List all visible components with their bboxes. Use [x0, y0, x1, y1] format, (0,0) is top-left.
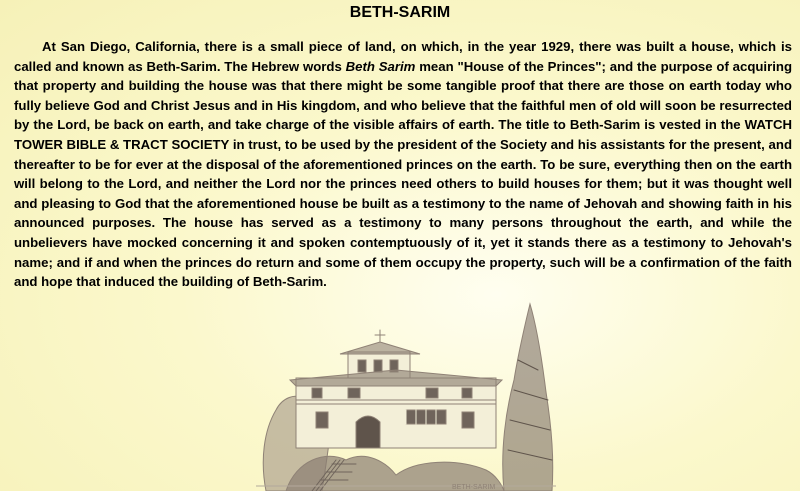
- page-title: BETH-SARIM: [349, 4, 451, 21]
- body-paragraph: [14, 37, 792, 292]
- paragraph-text-end: mean "House of the Princes"; and the purpose of acquiring that property and building the house was that there might be some tangible proof that there are those on earth today who fully believe God and Christ Jesus and in His kingdom, and who believe that the faithful men of old will soon be resurrected by the Lord, be back on earth, and take charge of the visible affairs of earth. The title to Beth-Sarim is vested in the WATCH TOWER BIBLE & TRACT SOCIETY in trust, to be used by the president of the Society and his assistants for the present, and thereafter to be for ever at the disposal of the aforementioned princes on the earth. To be sure, everything then on the earth will belong to the Lord, and neither the Lord nor the princes need others to build houses for them; but it was thought well and pleasing to God that the aforementioned house be built as a testimony to the name of Jehovah and showing faith in his announced purposes. The house has served as a testimony to many persons throughout the earth, and while the unbelievers have mocked concerning it and spoken contemptuously of it, yet it stands there as a testimony to Jehovah's name; and if and when the princes do return and some of them occupy the property, such will be a confirmation of the faith and hope that induced the building of Beth-Sarim.: [14, 58, 793, 290]
- paragraph-text-start: At San Diego, California, there is a small piece of land, on which, in the year 1929, there was built a house, which is called and known as Beth-Sarim. The Hebrew words: [14, 39, 792, 74]
- house-sketch-illustration: [256, 300, 556, 491]
- sketch-signature: BETH-SARIM: [452, 484, 496, 491]
- right-tree-shape: [503, 304, 553, 491]
- paragraph-italic-term: Beth Sarim: [345, 58, 416, 74]
